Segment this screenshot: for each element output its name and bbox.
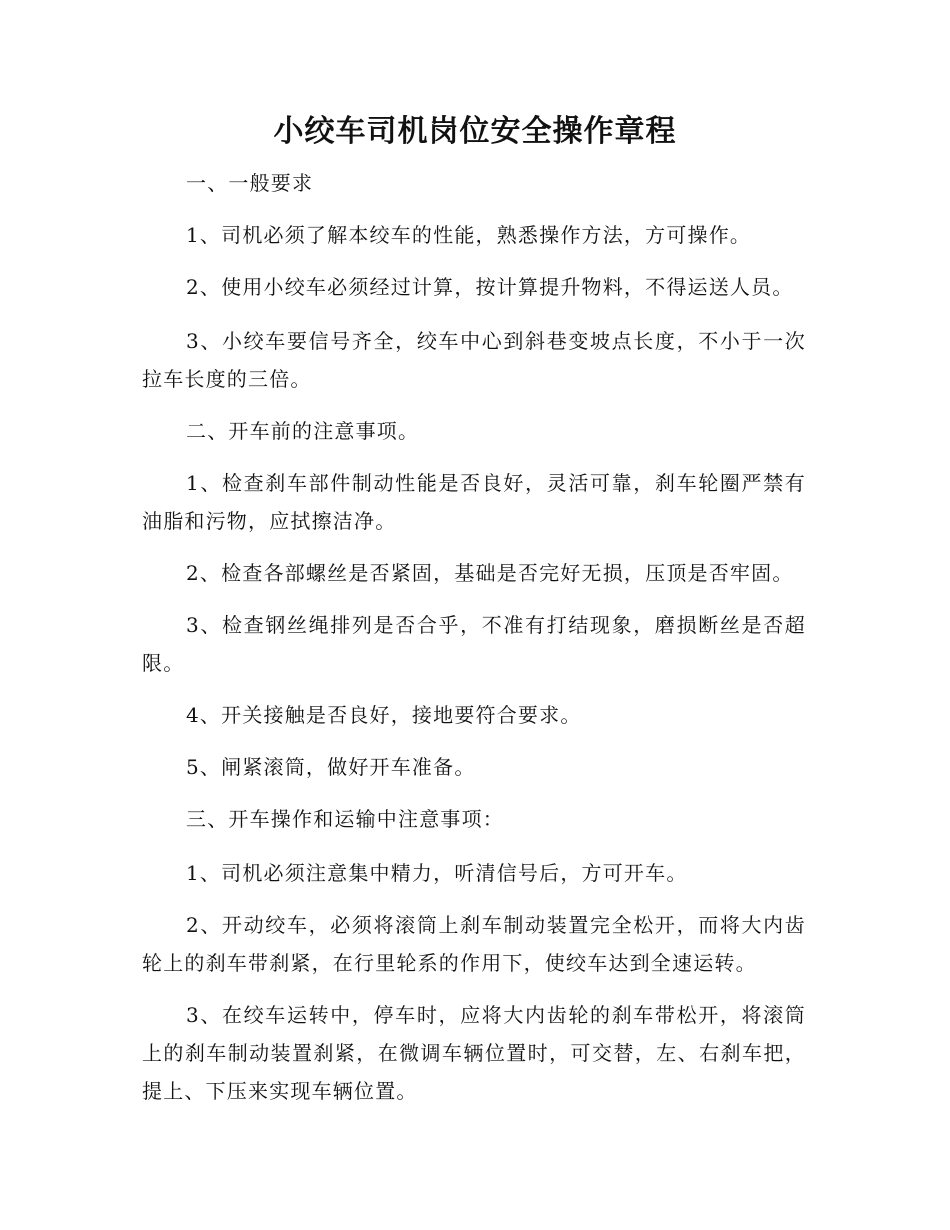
section-heading-operation: 三、开车操作和运输中注意事项： <box>186 807 504 831</box>
paragraph: 2、开动绞车，必须将滚筒上刹车制动装置完全松开，而将大内齿轮上的刹车带刹紧，在行里轮系的作用下，使绞车达到全速运转。 <box>142 913 806 975</box>
paragraph: 4、开关接触是否良好，接地要符合要求。 <box>186 703 582 727</box>
paragraph: 2、使用小绞车必须经过计算，按计算提升物料，不得运送人员。 <box>186 275 794 299</box>
paragraph: 5、闸紧滚筒，做好开车准备。 <box>186 755 476 779</box>
paragraph: 3、检查钢丝绳排列是否合乎，不准有打结现象，磨损断丝是否超限。 <box>142 613 806 675</box>
paragraph: 3、小绞车要信号齐全，绞车中心到斜巷变坡点长度，不小于一次拉车长度的三倍。 <box>142 329 806 391</box>
paragraph: 3、在绞车运转中，停车时，应将大内齿轮的刹车带松开，将滚筒上的刹车制动装置刹紧，在微调车辆位置时，可交替，左、右刹车把，提上、下压来实现车辆位置。 <box>142 1003 806 1103</box>
document-title: 小绞车司机岗位安全操作章程 <box>273 114 677 149</box>
paragraph: 1、司机必须注意集中精力，听清信号后，方可开车。 <box>186 861 688 885</box>
paragraph: 1、检查刹车部件制动性能是否良好，灵活可靠，刹车轮圈严禁有油脂和污物，应拭擦洁净。 <box>142 471 806 533</box>
section-heading-before-start: 二、开车前的注意事项。 <box>186 419 420 443</box>
paragraph: 2、检查各部螺丝是否紧固，基础是否完好无损，压顶是否牢固。 <box>186 561 794 585</box>
section-heading-general: 一、一般要求 <box>186 171 314 195</box>
paragraph: 1、司机必须了解本绞车的性能，熟悉操作方法，方可操作。 <box>186 223 752 247</box>
